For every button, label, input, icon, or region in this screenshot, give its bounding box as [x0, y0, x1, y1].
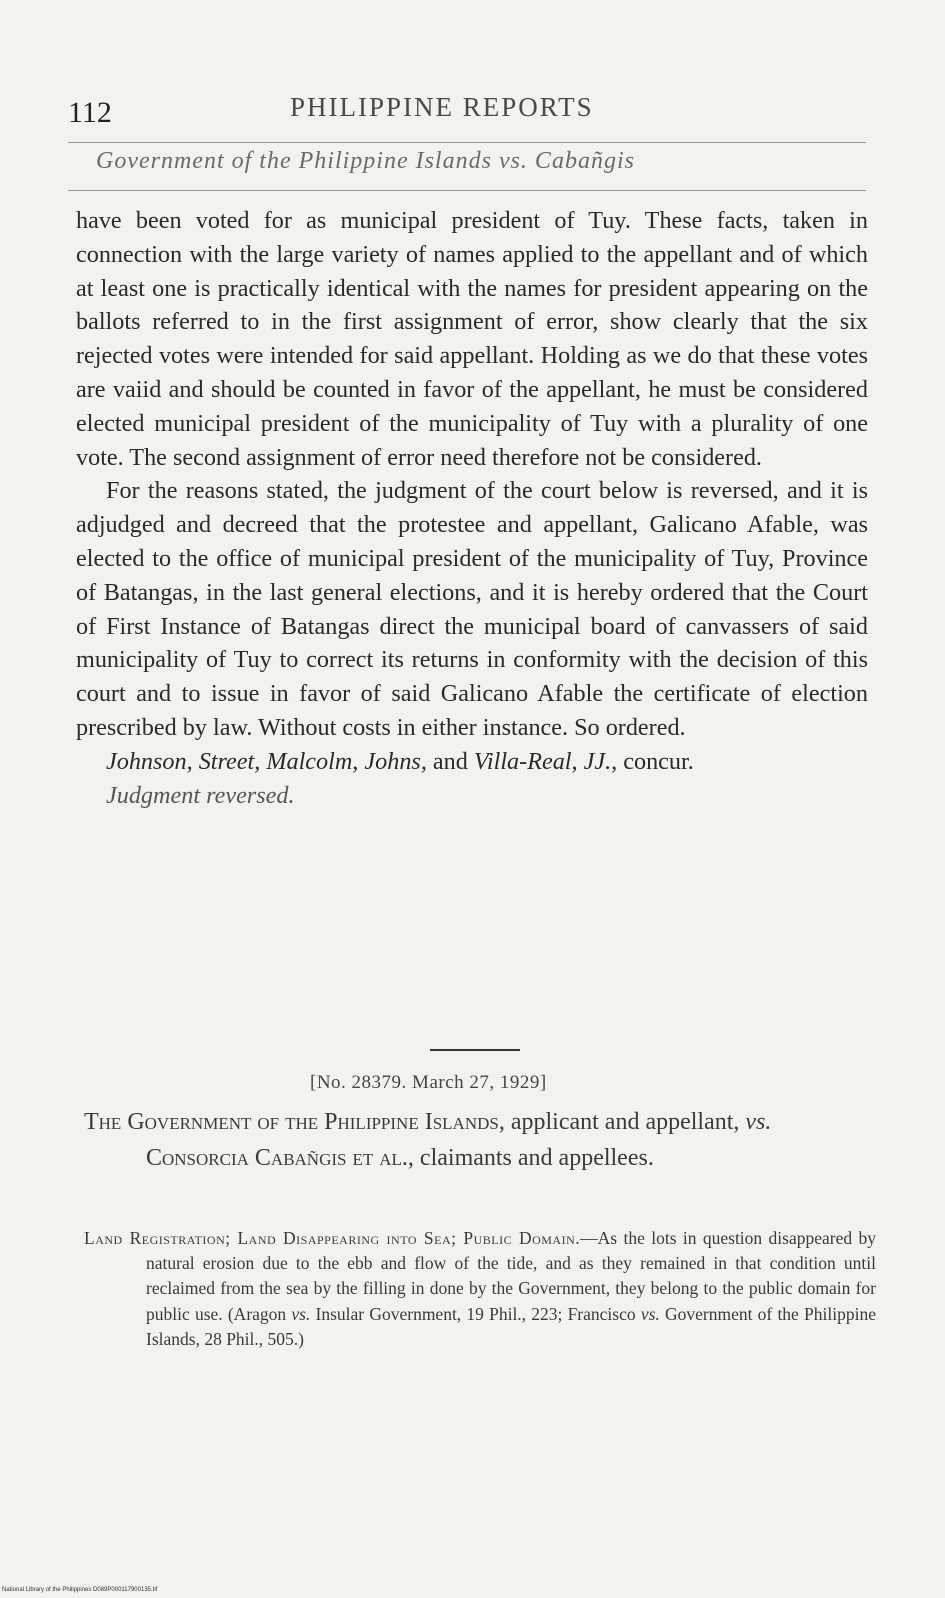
syllabus-dash: —	[580, 1228, 598, 1248]
body-text	[76, 204, 868, 812]
syllabus-heading: Land Registration; Land Disappearing into Sea; Public Domain.	[84, 1228, 581, 1248]
header-rule-bottom	[68, 190, 866, 191]
library-stamp: National Library of the Philippines D089P000117900135.tif	[2, 1587, 158, 1593]
syllabus	[84, 1226, 876, 1352]
case-number: [No. 28379. March 27, 1929]	[310, 1072, 547, 1093]
party-role-c: , claimants and appellees.	[407, 1145, 654, 1171]
page-header	[68, 92, 866, 136]
paragraph-2: For the reasons stated, the judgment of the court below is reversed, and it is adjudged and decreed that the protestee and appellant, Galicano Afable, was elected to the office of municipal president of the municipality of Tuy, Province of Batangas, in the last general elections, and it is hereby ordered that the Court of First Instance of Batangas direct the municipal board of canvassers of said municipality of Tuy to correct its returns in conformity with the decision of this court and to issue in favor of said Galicano Afable the certificate of election prescribed by law. Without costs in either instance. So ordered.	[76, 477, 868, 741]
header-rule-top	[68, 142, 866, 143]
page-number: 112	[68, 96, 112, 129]
paragraph-1: have been voted for as municipal president of Tuy. These facts, taken in connection with the large variety of names applied to the appellant and of which at least one is practically identical with the names for president appearing on the ballots referred to in the first assignment of error, show clearly that the six rejected votes were intended for said appellant. Holding as we do that these votes are vaiid and should be counted in favor of the appellant, he must be considered elected municipal president of the municipality of Tuy with a plurality of one vote. The second assignment of error need therefore not be considered.	[76, 207, 868, 471]
running-title: PHILIPPINE REPORTS	[290, 92, 594, 122]
concur-word: concur.	[617, 747, 694, 775]
concur-and: and	[426, 747, 474, 775]
party-role-a: , applicant and appellant,	[498, 1109, 746, 1135]
section-divider	[430, 1049, 520, 1051]
concur-last-judge: Villa-Real, JJ.,	[473, 747, 618, 775]
syllabus-vs-2: vs.	[640, 1303, 660, 1324]
case-parties	[84, 1104, 874, 1176]
judgment-result: Judgment reversed.	[106, 781, 295, 809]
case-title: Government of the Philippine Islands vs. Cabañgis	[96, 148, 635, 174]
parties-vs: vs.	[745, 1109, 772, 1135]
concur-judges: Johnson, Street, Malcolm, Johns,	[106, 747, 427, 775]
concurrence	[76, 745, 868, 779]
party-claimant: Consorcia Cabañgis et al.	[146, 1145, 408, 1171]
syllabus-text-2: Insular Government, 19 Phil., 223; Francisco	[310, 1303, 641, 1324]
syllabus-vs-1: vs.	[291, 1303, 311, 1324]
syllabus-text: As the lots in question disappeared by natural erosion due to the ebb and flow of the tide, and as they remained in that condition until reclaimed from the sea by the filling in done by the Government, they belong to the public domain for public use. (Aragon	[146, 1228, 876, 1324]
syllabus-text-3: Government of the Philippine Islands, 28 Phil., 505.)	[146, 1303, 876, 1349]
party-applicant: The Government of the Philippine Islands	[84, 1109, 499, 1135]
